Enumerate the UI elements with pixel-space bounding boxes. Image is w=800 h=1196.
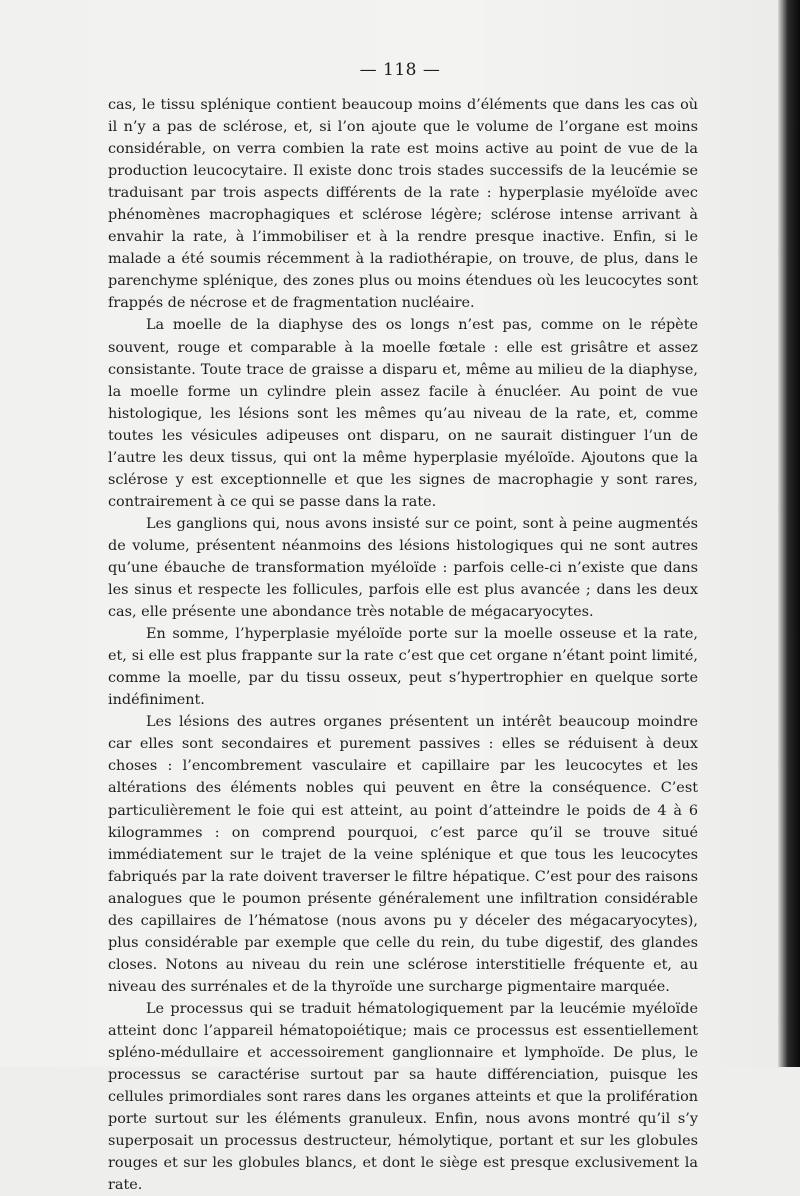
page-edge-shadow <box>778 0 800 1067</box>
paragraph-1: cas, le tissu splénique contient beaucoup moins d’éléments que dans les cas où il n’y a pas de sclérose, et, si l’on ajoute que le volume de l’organe est moins considérable, on verra combien la rate est moins active au point de vue de la production leucocytaire. Il existe donc trois stades successifs de la leucémie se traduisant par trois aspects différents de la rate : hyperplasie myéloïde avec phénomènes macrophagiques et sclérose légère; sclérose intense arrivant à envahir la rate, à l’immobiliser et à la rendre presque inactive. Enfin, si le malade a été soumis récemment à la radiothérapie, on trouve, de plus, dans le parenchyme splénique, des zones plus ou moins étendues où les leucocytes sont frappés de nécrose et de fragmentation nucléaire. <box>108 97 698 312</box>
body-text <box>108 94 698 1196</box>
paragraph-4: En somme, l’hyperplasie myéloïde porte sur la moelle osseuse et la rate, et, si elle est plus frappante sur la rate c’est que cet organe n’étant point limité, comme la moelle, par du tissu osseux, peut s’hypertrophier en quelque sorte indéfiniment. <box>108 626 698 709</box>
paragraph-6: Le processus qui se traduit hématologiquement par la leucémie myéloïde atteint donc l’appareil hématopoiétique; mais ce processus est essentiellement spléno-médullaire et accessoirement ganglionnaire et lymphoïde. De plus, le processus se caractérise surtout par sa haute différenciation, puisque les cellules primordiales sont rares dans les organes atteints et que la prolifération porte surtout sur les éléments granuleux. Enfin, nous avons montré qu’il s’y superposait un processus destructeur, hémolytique, portant et sur les globules rouges et sur les globules blancs, et dont le siège est presque exclusivement la rate. <box>108 1000 698 1194</box>
paragraph-5: Les lésions des autres organes présentent un intérêt beaucoup moindre car elles sont secondaires et purement passives : elles se réduisent à deux choses : l’encombrement vasculaire et capillaire par les leucocytes et les altérations des éléments nobles qui peuvent en être la conséquence. C’est particulièrement le foie qui est atteint, au point d’atteindre le poids de 4 à 6 kilogrammes : on comprend pourquoi, c’est parce qu’il se trouve situé immédiatement sur le trajet de la veine splénique et que tous les leucocytes fabriqués par la rate doivent traverser le filtre hépatique. C’est pour des raisons analogues que le poumon présente généralement une infiltration considérable des capillaires de l’hématose (nous avons pu y déceler des mégacaryocytes), plus considérable par exemple que celle du rein, du tube digestif, des glandes closes. Notons au niveau du rein une sclérose interstitielle fréquente et, au niveau des surrénales et de la thyroïde une surcharge pigmentaire marquée. <box>108 714 698 995</box>
page-number: — 118 — <box>359 60 441 80</box>
paragraph-2: La moelle de la diaphyse des os longs n’est pas, comme on le répète souvent, rouge et comparable à la moelle fœtale : elle est grisâtre et assez consistante. Toute trace de graisse a disparu et, même au milieu de la diaphyse, la moelle forme un cylindre plein assez facile à énucléer. Au point de vue histologique, les lésions sont les mêmes qu’au niveau de la rate, et, comme toutes les vésicules adipeuses ont disparu, on ne saurait distinguer l’un de l’autre les deux tissus, qui ont la même hyperplasie myéloïde. Ajoutons que la sclérose y est exceptionnelle et que les signes de macrophagie y sont rares, contrairement à ce qui se passe dans la rate. <box>108 317 698 510</box>
paragraph-3: Les ganglions qui, nous avons insisté sur ce point, sont à peine augmentés de volume, présentent néanmoins des lésions histologiques qui ne sont autres qu’une ébauche de transformation myéloïde : parfois celle-ci n’existe que dans les sinus et respecte les follicules, parfois elle est plus avancée ; dans les deux cas, elle présente une abondance très notable de mégacaryocytes. <box>108 515 698 621</box>
